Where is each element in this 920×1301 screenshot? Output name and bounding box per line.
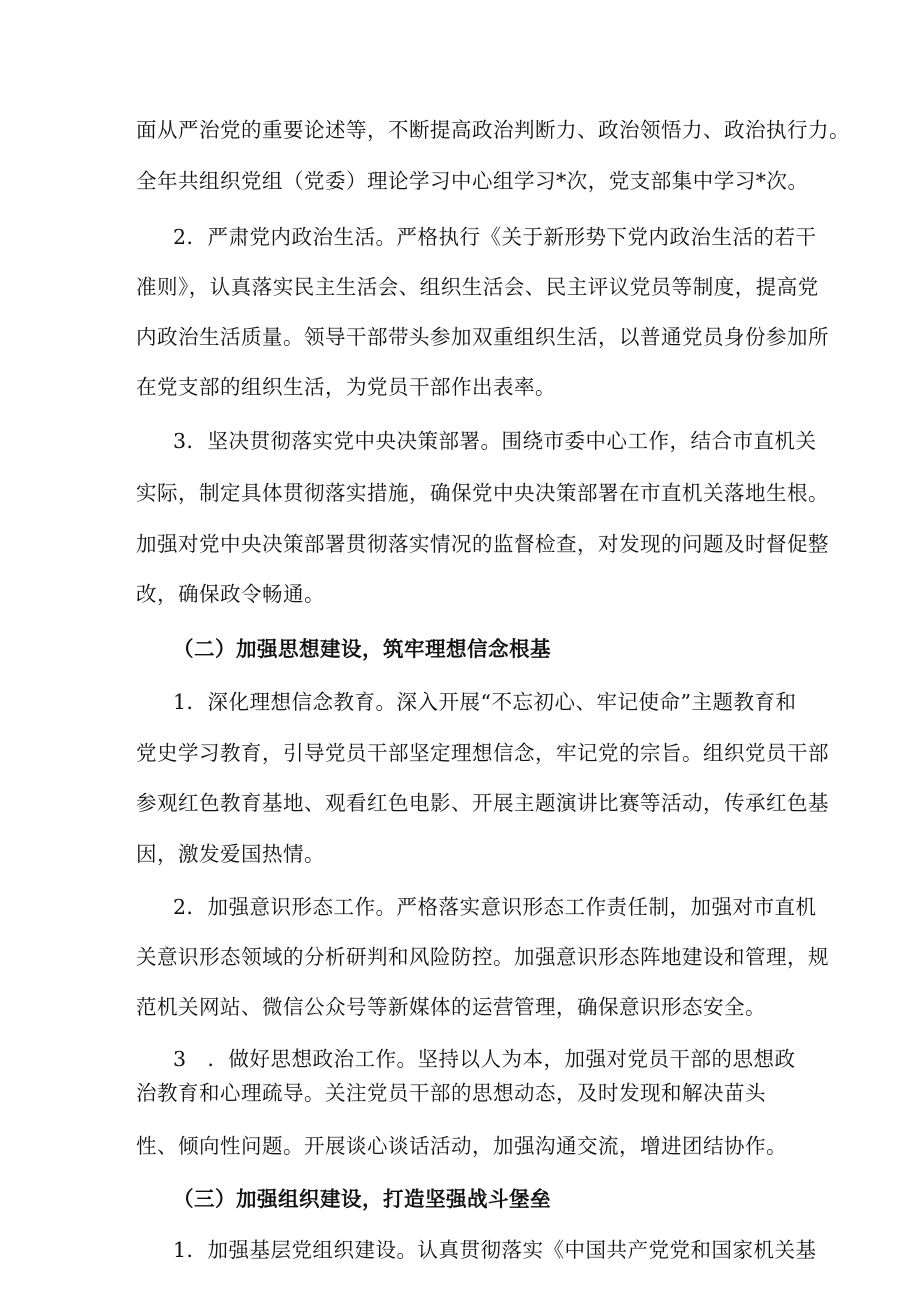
body-line: 准则》，认真落实民主生活会、组织生活会、民主评议党员等制度，提高党 [136, 275, 819, 299]
body-line: 2．加强意识形态工作。严格落实意识形态工作责任制，加强对市直机 [173, 895, 817, 919]
body-line: 性、倾向性问题。开展谈心谈话活动，加强沟通交流，增进团结协作。 [136, 1134, 787, 1158]
body-line: 3．坚决贯彻落实党中央决策部署。围绕市委中心工作，结合市直机关 [173, 429, 817, 453]
body-line: 实际，制定具体贯彻落实措施，确保党中央决策部署在市直机关落地生根。 [136, 481, 829, 505]
body-line: 在党支部的组织生活，为党员干部作出表率。 [136, 375, 556, 399]
body-line: 党史学习教育，引导党员干部坚定理想信念，牢记党的宗旨。组织党员干部 [136, 741, 829, 765]
body-line: 参观红色教育基地、观看红色电影、开展主题演讲比赛等活动，传承红色基 [136, 791, 829, 815]
body-line: 加强对党中央决策部署贯彻落实情况的监督检查，对发现的问题及时督促整 [136, 532, 829, 556]
body-line: 1．深化理想信念教育。深入开展“不忘初心、牢记使命”主题教育和 [173, 690, 797, 714]
body-line: 内政治生活质量。领导干部带头参加双重组织生活，以普通党员身份参加所 [136, 325, 829, 349]
body-line: 面从严治党的重要论述等，不断提高政治判断力、政治领悟力、政治执行力。 [136, 118, 850, 142]
body-line: 1．加强基层党组织建设。认真贯彻落实《中国共产党党和国家机关基 [173, 1238, 817, 1262]
body-line: 范机关网站、微信公众号等新媒体的运营管理，确保意识形态安全。 [136, 995, 766, 1019]
section-heading: （三）加强组织建设，打造坚强战斗堡垒 [173, 1187, 551, 1211]
body-line: 全年共组织党组（党委）理论学习中心组学习*次，党支部集中学习*次。 [136, 169, 809, 193]
body-line: 3 ．做好思想政治工作。坚持以人为本，加强对党员干部的思想政 [173, 1047, 796, 1071]
body-line: 关意识形态领域的分析研判和风险防控。加强意识形态阵地建设和管理，规 [136, 945, 829, 969]
body-line: 2．严肃党内政治生活。严格执行《关于新形势下党内政治生活的若干 [173, 225, 817, 249]
body-line: 改，确保政令畅通。 [136, 582, 325, 606]
body-line: 因，激发爱国热情。 [136, 842, 325, 866]
body-line: 治教育和心理疏导。关注党员干部的思想动态，及时发现和解决苗头 [136, 1081, 766, 1105]
section-heading: （二）加强思想建设，筑牢理想信念根基 [173, 637, 551, 661]
